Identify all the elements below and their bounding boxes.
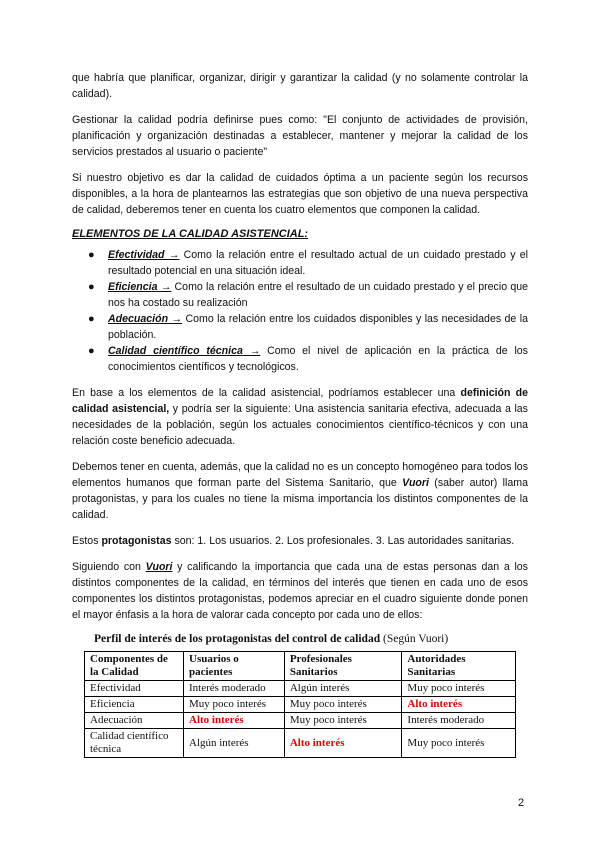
page-number: 2 [518, 797, 525, 809]
paragraph-3: Si nuestro objetivo es dar la calidad de cuidados óptima a un paciente según los recursos disponibles, a la hora de plantearnos las estrategias que son objetivo de una nueva perspectiva de calidad, deberemos tener en cuenta los cuatro elementos que componen la calidad. [72, 172, 528, 216]
definition: Como la relación entre el resultado actual de un cuidado prestado y el resultado potencial en una situación ideal. [108, 249, 528, 277]
table-row [85, 697, 516, 713]
table-cell-highlight: Alto interés [402, 697, 516, 713]
paragraph-7: Siguiendo con Vuori y calificando la importancia que cada una de estas personas dan a los distintos componentes de la calidad, en términos del interés que tienen en cada uno de esos componentes los distintos protagonistas, podemos apreciar en el cuadro siguiente donde ponen el mayor énfasis a la hora de valorar cada concepto por cada uno de ellos: [72, 561, 528, 621]
table-header-row [85, 652, 516, 681]
paragraph-6: Estos protagonistas son: 1. Los usuarios. 2. Los profesionales. 3. Las autoridades sanitarias. [72, 535, 515, 547]
arrow-icon: → [242, 345, 261, 357]
table-cell: Adecuación [85, 713, 184, 729]
paragraph-5: Debemos tener en cuenta, además, que la calidad no es un concepto homogéneo para todos los elementos humanos que forman parte del Sistema Sanitario, que Vuori (saber autor) llama protagonistas, y para los cuales no tiene la misma importancia los distintos componentes de la calidad. [72, 461, 528, 521]
table-cell: Algún interés [284, 681, 402, 697]
list-item-calidad-cientifico-tecnica [72, 344, 528, 375]
author-name: Vuori [145, 561, 173, 573]
table-cell: Muy poco interés [284, 713, 402, 729]
elements-list [72, 248, 528, 375]
list-item-adecuacion [72, 312, 528, 343]
arrow-icon: → [168, 313, 183, 325]
table-row [85, 681, 516, 697]
table-cell: Algún interés [184, 729, 285, 758]
bullet-icon: ● [88, 345, 95, 357]
column-header: Componentes de la Calidad [85, 652, 184, 681]
term: Efectividad [108, 249, 165, 261]
table-row [85, 729, 516, 758]
list-item-efectividad [72, 248, 528, 279]
table-cell: Muy poco interés [184, 697, 285, 713]
table-cell: Interés moderado [402, 713, 516, 729]
definition: Como el nivel de aplicación en la práctica de los conocimientos científicos y tecnológicos. [108, 345, 528, 373]
table-cell: Muy poco interés [284, 697, 402, 713]
table-cell: Efectividad [85, 681, 184, 697]
table-title: Perfil de interés de los protagonistas del control de calidad (Según Vuori) [94, 633, 449, 645]
table-cell: Eficiencia [85, 697, 184, 713]
bullet-icon: ● [88, 281, 95, 293]
column-header: Autoridades Sanitarias [402, 652, 516, 681]
table-cell: Calidad científico técnica [85, 729, 184, 758]
bold-protagonistas: protagonistas [101, 535, 172, 547]
paragraph-4: En base a los elementos de la calidad asistencial, podríamos establecer una definición de calidad asistencial, y podría ser la siguiente: Una asistencia sanitaria efectiva, adecuada a las necesidades de la población, según los actuales conocimientos científico-técnicos y con una relación coste beneficio adecuada. [72, 387, 528, 447]
definition: Como la relación entre el resultado de un cuidado prestado y el precio que nos ha costado su realización [108, 281, 528, 309]
bold-definition: definición de calidad asistencial, [72, 387, 528, 415]
paragraph-2: Gestionar la calidad podría definirse pues como: "El conjunto de actividades de provisión, planificación y organización destinadas a establecer, mantener y mejorar la calidad de los servicios prestados al usuario o paciente" [72, 114, 528, 158]
table-row [85, 713, 516, 729]
table-cell-highlight: Alto interés [284, 729, 402, 758]
term: Eficiencia [108, 281, 158, 293]
table-cell: Interés moderado [184, 681, 285, 697]
bullet-icon: ● [88, 313, 95, 325]
section-heading: ELEMENTOS DE LA CALIDAD ASISTENCIAL: [72, 228, 309, 240]
bullet-icon: ● [88, 249, 95, 261]
paragraph-1: que habría que planificar, organizar, dirigir y garantizar la calidad (y no solamente controlar la calidad). [72, 72, 528, 100]
interest-table [84, 651, 516, 758]
list-item-eficiencia [72, 280, 528, 311]
definition: Como la relación entre los cuidados disponibles y las necesidades de la población. [108, 313, 528, 341]
term: Adecuación [108, 313, 169, 325]
author-name: Vuori [402, 477, 429, 489]
column-header: Usuarios o pacientes [184, 652, 285, 681]
table-cell: Muy poco interés [402, 681, 516, 697]
arrow-icon: → [157, 281, 172, 293]
document-page [72, 70, 528, 758]
column-header: Profesionales Sanitarios [284, 652, 402, 681]
table-cell: Muy poco interés [402, 729, 516, 758]
term: Calidad científico técnica [108, 345, 243, 357]
table-cell-highlight: Alto interés [184, 713, 285, 729]
arrow-icon: → [164, 249, 180, 261]
